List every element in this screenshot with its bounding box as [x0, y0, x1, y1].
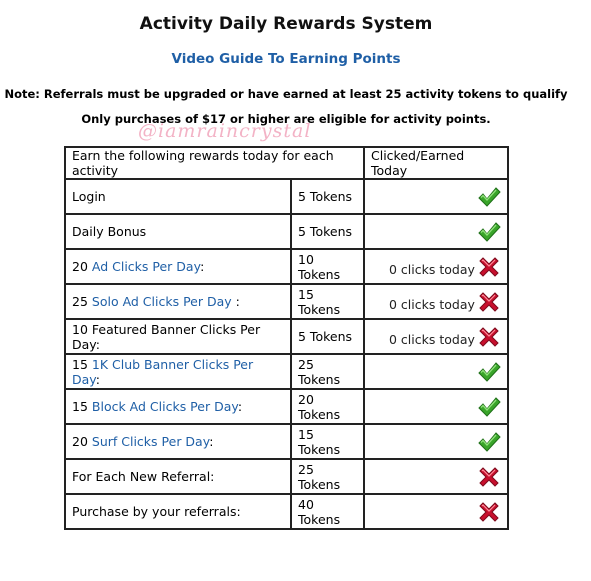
table-row: [65, 249, 508, 284]
clicks-today: 0 clicks today: [389, 332, 475, 347]
table-row: [65, 214, 508, 249]
clicks-today: 0 clicks today: [389, 262, 475, 277]
status-cell: [364, 389, 508, 424]
activity-prefix: 15: [72, 356, 92, 372]
activity-prefix: 20: [72, 259, 92, 274]
activity-cell: [65, 179, 291, 214]
activity-suffix: :: [95, 371, 100, 387]
clicks-today: 0 clicks today: [389, 297, 475, 312]
activity-suffix: :: [237, 399, 243, 414]
activity-link[interactable]: Solo Ad Clicks Per Day: [91, 294, 232, 309]
referral-note: Note: Referrals must be upgraded or have earned at least 25 activity tokens to qualify: [4, 87, 568, 101]
activity-link[interactable]: Surf Clicks Per Day: [91, 434, 210, 449]
table-header-row: [65, 147, 508, 179]
activity-cell: [65, 319, 291, 354]
activity-cell: [65, 284, 291, 319]
activity-cell: [65, 459, 291, 494]
page-title: Activity Daily Rewards System: [139, 14, 433, 34]
table-row: [65, 179, 508, 214]
table-row: [65, 284, 508, 319]
status-cell: [364, 424, 508, 459]
status-cell: [364, 214, 508, 249]
activity-link[interactable]: Ad Clicks Per Day: [91, 259, 201, 274]
table-row: [65, 389, 508, 424]
activity-cell: [65, 424, 291, 459]
activity-suffix: :: [231, 294, 240, 309]
rewards-table: [64, 146, 509, 530]
activity-cell: [65, 249, 291, 284]
activity-cell: [65, 354, 291, 389]
reward-cell: 20 Tokens: [291, 389, 364, 424]
activity-prefix: Daily Bonus: [72, 224, 147, 239]
table-row: [65, 354, 508, 389]
status-cell: [364, 354, 508, 389]
activity-link[interactable]: Block Ad Clicks Per Day: [91, 399, 238, 414]
activity-cell: [65, 214, 291, 249]
reward-cell: 10 Tokens: [291, 249, 364, 284]
activity-prefix: Purchase by your referrals:: [72, 504, 241, 519]
green-checkmark-icon: [477, 430, 501, 454]
status-cell: [364, 179, 508, 214]
video-guide-link[interactable]: Video Guide To Earning Points: [171, 51, 401, 67]
table-row: [65, 319, 508, 354]
watermark-text: @iamraincrystal: [138, 120, 312, 142]
activity-prefix: 10 Featured Banner Clicks Per Day:: [72, 321, 261, 352]
green-checkmark-icon: [477, 220, 501, 244]
green-checkmark-icon: [477, 185, 501, 209]
activity-cell: [65, 389, 291, 424]
reward-cell: 15 Tokens: [291, 424, 364, 459]
status-cell: [364, 284, 508, 319]
activity-prefix: Login: [72, 189, 106, 204]
status-cell: [364, 459, 508, 494]
green-checkmark-icon: [477, 395, 501, 419]
purchase-note: Only purchases of $17 or higher are eligible for activity points.: [81, 112, 491, 126]
reward-cell: 15 Tokens: [291, 284, 364, 319]
activity-prefix: For Each New Referral:: [72, 469, 215, 484]
red-x-icon: [477, 465, 501, 489]
green-checkmark-icon: [477, 360, 501, 384]
header-status: Clicked/Earned Today: [364, 147, 508, 179]
status-cell: [364, 249, 508, 284]
reward-cell: 5 Tokens: [291, 179, 364, 214]
activity-suffix: :: [200, 259, 205, 274]
reward-cell: 25 Tokens: [291, 354, 364, 389]
red-x-icon: [477, 290, 501, 314]
reward-cell: 5 Tokens: [291, 214, 364, 249]
status-cell: [364, 494, 508, 529]
activity-suffix: :: [209, 434, 214, 449]
activity-prefix: 20: [72, 434, 92, 449]
status-cell: [364, 319, 508, 354]
activity-cell: [65, 494, 291, 529]
table-row: [65, 459, 508, 494]
table-row: [65, 494, 508, 529]
reward-cell: 40 Tokens: [291, 494, 364, 529]
activity-prefix: 25: [72, 294, 92, 309]
activity-prefix: 15: [72, 399, 92, 414]
red-x-icon: [477, 255, 501, 279]
activity-link[interactable]: 1K Club Banner Clicks Per Day: [72, 356, 254, 387]
header-activity: Earn the following rewards today for each activity: [65, 147, 364, 179]
reward-cell: 5 Tokens: [291, 319, 364, 354]
red-x-icon: [477, 500, 501, 524]
red-x-icon: [477, 325, 501, 349]
table-row: [65, 424, 508, 459]
reward-cell: 25 Tokens: [291, 459, 364, 494]
